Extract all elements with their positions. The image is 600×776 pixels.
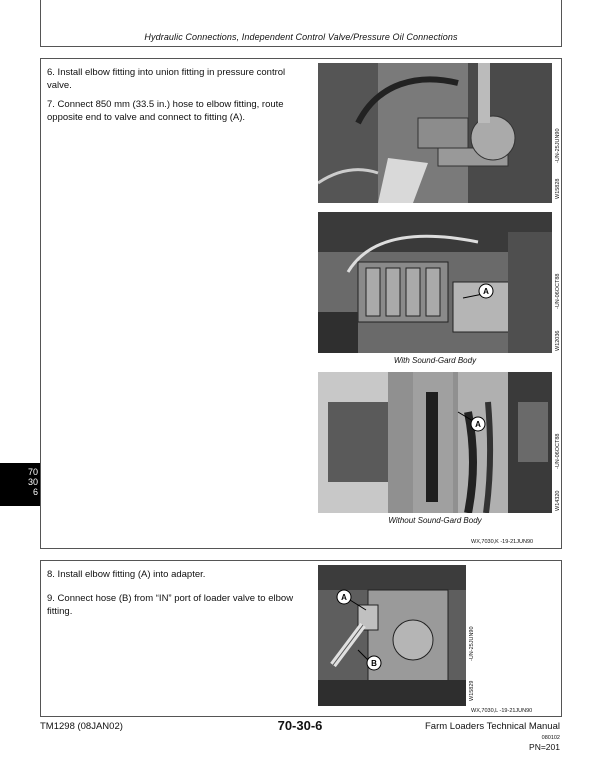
section2-footer-code: WX,7030,L -19-21JUN90 — [471, 708, 533, 714]
photo4-code: W15829 — [469, 680, 475, 701]
photo2-date: -UN-06OCT88 — [555, 273, 561, 309]
photo4-date: -UN-25JUN90 — [469, 626, 475, 661]
section-index-tab — [0, 463, 40, 506]
photo-loader-valve-hose — [318, 565, 466, 706]
section1-footer-code: WX,7030,K -19-21JUN90 — [471, 539, 534, 545]
tab-line-2: 30 — [27, 477, 38, 487]
tab-line-1: 70 — [27, 467, 38, 477]
photo3-code: W14320 — [555, 490, 561, 511]
instruction-section-1 — [40, 58, 562, 549]
photo2-code: W12036 — [555, 330, 561, 351]
photo1-code: W15828 — [555, 178, 561, 199]
step-6-text: 6. Install elbow fitting into union fitting in pressure control valve. — [47, 67, 286, 91]
photo-loader-valve-hose-image — [318, 565, 466, 706]
instruction-section-2 — [40, 560, 562, 717]
photo3-caption: Without Sound-Gard Body — [388, 516, 482, 525]
page-number: 70-30-6 — [277, 718, 323, 733]
photo2-caption: With Sound-Gard Body — [393, 356, 477, 365]
tab-line-3: 6 — [32, 487, 38, 497]
photo3-date: -UN-06OCT88 — [555, 433, 561, 469]
photo-elbow-fitting-image — [318, 63, 552, 203]
photo2-callout-label: A — [483, 287, 489, 296]
footer-small-code: 080102 — [541, 735, 560, 741]
step-7-text: 7. Connect 850 mm (33.5 in.) hose to elbow fitting, route opposite end to valve and connect to fitting (A). — [47, 99, 284, 123]
photo-with-sound-gard — [318, 212, 552, 353]
photo-without-sound-gard-image — [318, 372, 552, 513]
step-9-text: 9. Connect hose (B) from “IN” port of loader valve to elbow fitting. — [47, 593, 294, 617]
photo-with-sound-gard-image — [318, 212, 552, 353]
footer-manual-title: Farm Loaders Technical Manual — [424, 721, 560, 732]
footer-manual-id: TM1298 (08JAN02) — [40, 721, 123, 732]
photo-without-sound-gard — [318, 372, 552, 513]
photo4-callout-a: A — [341, 593, 347, 602]
step-8-text: 8. Install elbow fitting (A) into adapter. — [47, 569, 206, 580]
photo1-date: -UN-25JUN90 — [555, 128, 561, 163]
photo3-callout-label: A — [475, 420, 481, 429]
photo4-callout-b: B — [371, 659, 377, 668]
photo-elbow-fitting — [318, 63, 552, 203]
footer-pn: PN=201 — [529, 742, 560, 752]
page-header-title: Hydraulic Connections, Independent Control Valve/Pressure Oil Connections — [144, 32, 458, 42]
